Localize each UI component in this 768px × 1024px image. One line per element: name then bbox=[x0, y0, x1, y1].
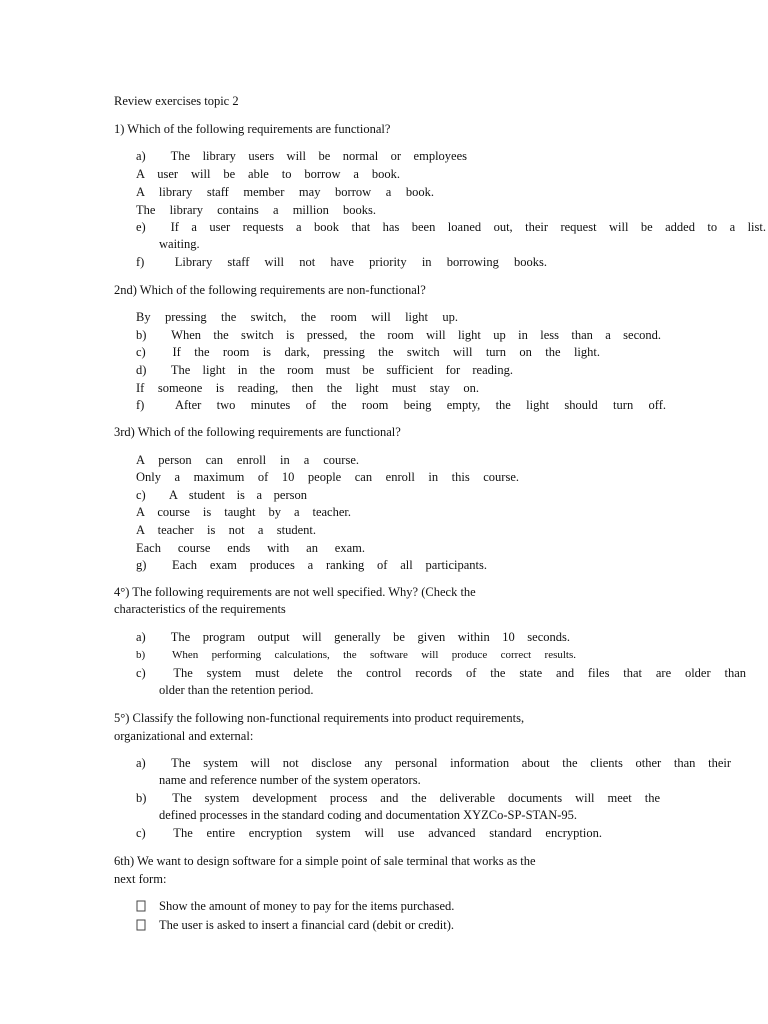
q3-item-b: Only a maximum of 10 people can enroll in this course. bbox=[136, 470, 519, 484]
q3-item-a: A person can enroll in a course. bbox=[136, 453, 359, 467]
q1-item-a: a) The library users will be normal or employees bbox=[136, 149, 467, 163]
document-title: Review exercises topic 2 bbox=[114, 94, 239, 108]
question-6-line-1: 6th) We want to design software for a simple point of sale terminal that works as the bbox=[114, 854, 536, 868]
q3-item-f: Each course ends with an exam. bbox=[136, 541, 365, 555]
q5-item-a-continuation: name and reference number of the system operators. bbox=[159, 773, 421, 787]
q5-item-c: c) The entire encryption system will use advanced standard encryption. bbox=[136, 826, 602, 840]
q3-item-g: g) Each exam produces a ranking of all participants. bbox=[136, 558, 487, 572]
q5-item-b-continuation: defined processes in the standard coding and documentation XYZCo-SP-STAN-95. bbox=[159, 808, 578, 822]
q4-item-a: a) The program output will generally be given within 10 seconds. bbox=[136, 630, 570, 644]
question-3: 3rd) Which of the following requirements are functional? bbox=[114, 425, 401, 439]
q1-item-d: The library contains a million books. bbox=[136, 203, 376, 217]
question-2: 2nd) Which of the following requirements are non-functional? bbox=[114, 283, 426, 297]
q1-item-e: e) If a user requests a book that has been loaned out, their request will be added to a list. bbox=[136, 220, 766, 234]
missing-glyph-box-icon bbox=[136, 898, 150, 914]
q3-item-c: c) A student is a person bbox=[136, 488, 307, 502]
q3-item-d: A course is taught by a teacher. bbox=[136, 505, 351, 519]
q5-item-a: a) The system will not disclose any personal information about the clients other than their bbox=[136, 756, 731, 770]
question-6-line-2: next form: bbox=[114, 872, 167, 886]
q2-item-f: f) After two minutes of the room being empty, the light should turn off. bbox=[136, 398, 666, 412]
question-4-line-1: 4°) The following requirements are not well specified. Why? (Check the bbox=[114, 585, 476, 599]
q6-bullet-1: Show the amount of money to pay for the items purchased. bbox=[159, 899, 455, 913]
q2-item-a: By pressing the switch, the room will light up. bbox=[136, 310, 458, 324]
question-4-line-2: characteristics of the requirements bbox=[114, 602, 286, 616]
q5-item-b: b) The system development process and the deliverable documents will meet the bbox=[136, 791, 660, 805]
q1-item-b: A user will be able to borrow a book. bbox=[136, 167, 400, 181]
q2-item-e: If someone is reading, then the light must stay on. bbox=[136, 381, 479, 395]
question-5-line-1: 5°) Classify the following non-functional requirements into product requirements, bbox=[114, 711, 525, 725]
q1-item-c: A library staff member may borrow a book. bbox=[136, 185, 434, 199]
q1-item-e-continuation: waiting. bbox=[159, 237, 200, 251]
q4-item-c-continuation: older than the retention period. bbox=[159, 683, 314, 697]
q2-item-b: b) When the switch is pressed, the room will light up in less than a second. bbox=[136, 328, 661, 342]
q4-item-b: b) When performing calculations, the software will produce correct results. bbox=[136, 649, 576, 661]
q1-item-f: f) Library staff will not have priority in borrowing books. bbox=[136, 255, 547, 269]
question-1: 1) Which of the following requirements are functional? bbox=[114, 122, 391, 136]
q2-item-c: c) If the room is dark, pressing the switch will turn on the light. bbox=[136, 345, 600, 359]
missing-glyph-box-icon bbox=[136, 917, 150, 933]
question-5-line-2: organizational and external: bbox=[114, 729, 254, 743]
q2-item-d: d) The light in the room must be sufficient for reading. bbox=[136, 363, 513, 377]
q3-item-e: A teacher is not a student. bbox=[136, 523, 316, 537]
q4-item-c: c) The system must delete the control records of the state and files that are older than bbox=[136, 666, 746, 680]
q6-bullet-2: The user is asked to insert a financial card (debit or credit). bbox=[159, 918, 455, 932]
